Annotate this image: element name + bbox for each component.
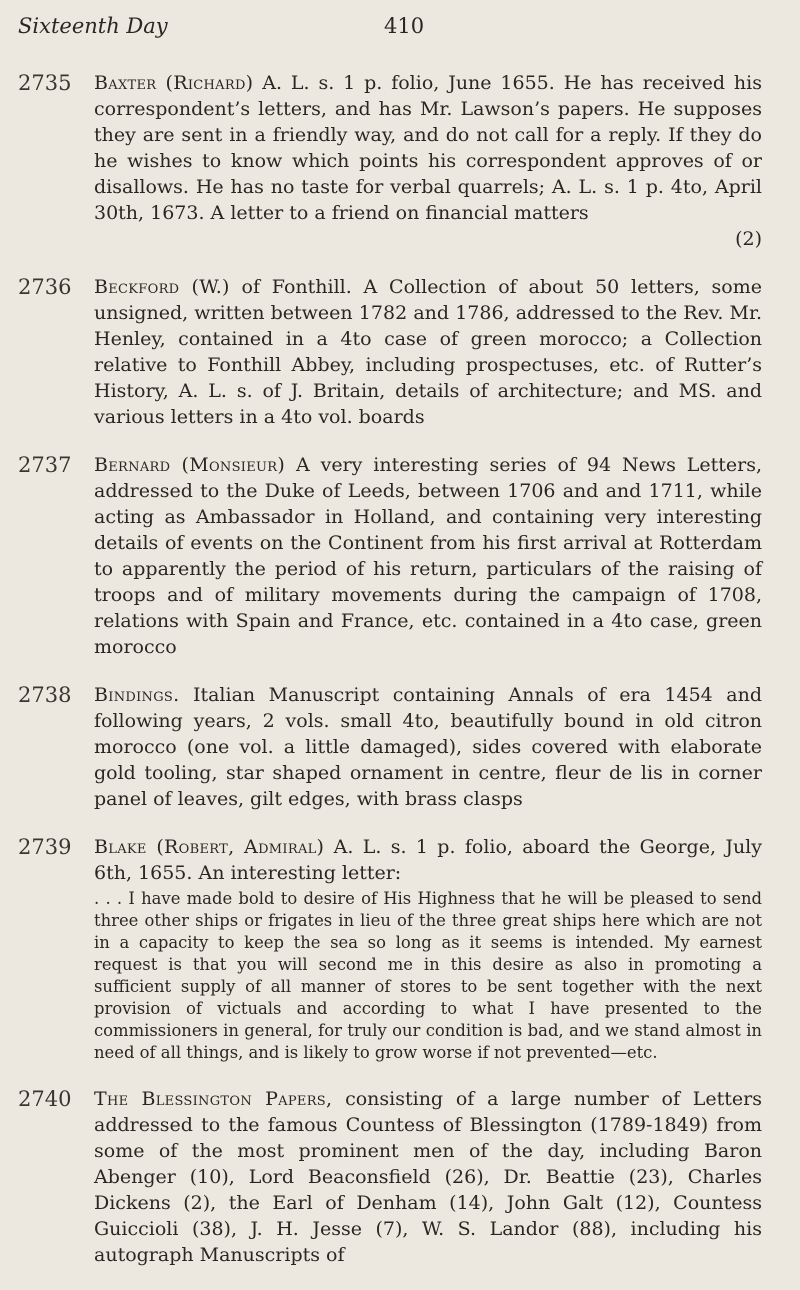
lot-number: 2735 [18, 71, 72, 95]
lot-number: 2740 [18, 1087, 72, 1111]
lot-description [94, 682, 762, 812]
lot-number: 2738 [18, 683, 72, 707]
lot-heading: Bindings. [94, 684, 180, 706]
lot-text: A very interesting series of 94 News Letters, addressed to the Duke of Leeds, between 1706 and and 1711, while acting as Ambassador in Holland, and containing very interesting details of events on the Continent from his first arrival at Rotterdam to apparently the period of his return, particulars of the raising of troops and of military movements during the campaign of 1708, relations with Spain and France, etc. contained in a 4to case, green morocco [94, 454, 762, 658]
lot-heading: Blake (Robert, Admiral) [94, 836, 325, 858]
lot-description [94, 1086, 762, 1268]
lot-text: A. L. s. 1 p. folio, aboard the George, July 6th, 1655. An interesting letter: [94, 836, 762, 884]
lot-number: 2737 [18, 453, 72, 477]
page-number: 410 [384, 14, 425, 38]
lot-entry [18, 1086, 762, 1268]
lot-text: A. L. s. 1 p. folio, June 1655. He has received his correspondent’s letters, and has Mr. Lawson’s papers. He supposes they are sent in a friendly way, and do not call for a reply. If they do he wishes to know which points his correspondent approves of or disallows. He has no taste for verbal quarrels; A. L. s. 1 p. 4to, April 30th, 1673. A letter to a friend on financial matters [94, 72, 762, 224]
lot-number: 2736 [18, 275, 72, 299]
section-title: Sixteenth Day [18, 14, 168, 38]
lot-text: Italian Manuscript containing Annals of era 1454 and following years, 2 vols. small 4to, beautifully bound in old citron morocco (one vol. a little damaged), sides covered with elaborate gold tooling, star shaped ornament in centre, fleur de lis in corner panel of leaves, gilt edges, with brass clasps [94, 684, 762, 810]
lot-heading: Baxter (Richard) [94, 72, 254, 94]
lot-number: 2739 [18, 835, 72, 859]
lot-description [94, 452, 762, 660]
lot-text: consisting of a large number of Letters addressed to the famous Countess of Blessington (1789-1849) from some of the most prominent men of the day, including Baron Abenger (10), Lord Beaconsfield (26), Dr. Beattie (23), Charles Dickens (2), the Earl of Denham (14), John Galt (12), Countess Guiccioli (38), J. H. Jesse (7), W. S. Landor (88), including his autograph Manuscripts of [94, 1088, 762, 1266]
lot-heading: Beckford (W.) [94, 276, 230, 298]
lot-entry [18, 452, 762, 660]
lot-count: (2) [735, 228, 762, 250]
lot-entry [18, 834, 762, 1064]
running-head [18, 14, 760, 48]
lot-entry [18, 70, 762, 252]
lot-description [94, 274, 762, 430]
lot-description [94, 70, 762, 252]
lot-entry [18, 682, 762, 812]
lot-entry [18, 274, 762, 430]
lot-heading: The Blessington Papers, [94, 1088, 333, 1110]
lot-text: of Fonthill. A Collection of about 50 letters, some unsigned, written between 1782 and 1786, addressed to the Rev. Mr. Henley, contained in a 4to case of green morocco; a Collection relative to Fonthill Abbey, including prospectuses, etc. of Rutter’s History, A. L. s. of J. Britain, details of architecture; and MS. and various letters in a 4to vol. boards [94, 276, 762, 428]
lot-description [94, 834, 762, 1064]
letter-quote: . . . I have made bold to desire of His Highness that he will be pleased to send three other ships or frigates in lieu of the three great ships here which are not in a capacity to keep the sea so long as it seems is intended. My earnest request is that you will second me in this desire as also in promoting a sufficient supply of all manner of stores to be sent together with the next provision of victuals and according to what I have presented to the commissioners in general, for truly our condition is bad, and we stand almost in need of all things, and is likely to grow worse if not prevented—etc. [94, 889, 762, 1062]
lot-list [18, 70, 762, 1290]
lot-heading: Bernard (Monsieur) [94, 454, 286, 476]
